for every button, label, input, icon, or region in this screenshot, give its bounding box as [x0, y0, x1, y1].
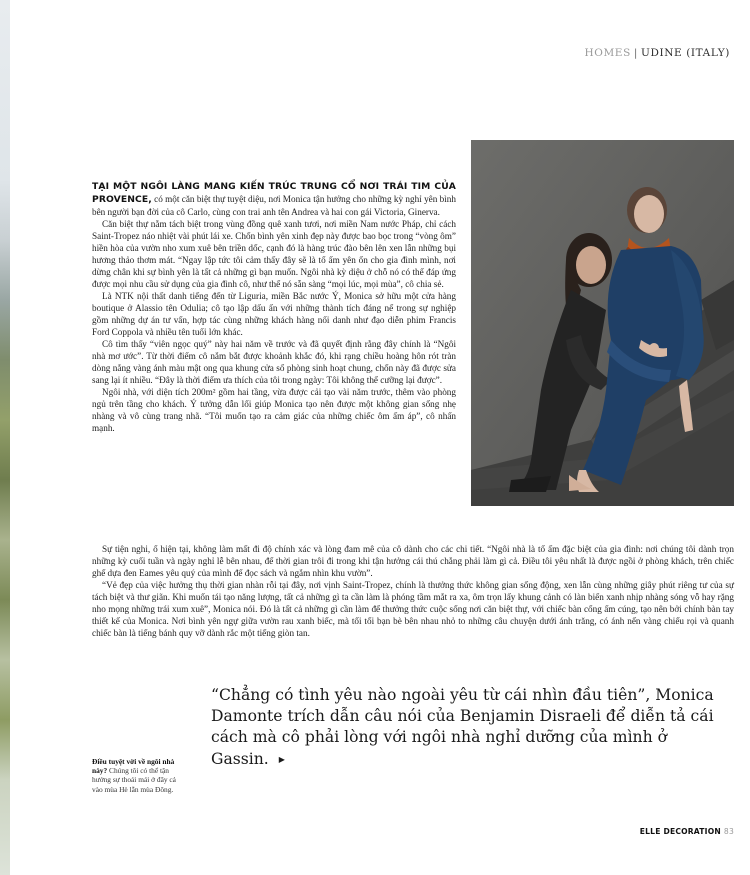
- article-paragraph-1: [92, 180, 456, 218]
- magazine-name: ELLE DECORATION: [639, 827, 721, 836]
- sidebar-note: [92, 757, 176, 794]
- head-separator: |: [633, 47, 638, 59]
- edge-landscape-photo: [0, 0, 10, 875]
- article-column: [92, 180, 456, 434]
- portrait-photo: [471, 140, 734, 506]
- article-paragraph-3: Là NTK nội thất danh tiếng đến từ Liguria, miền Bắc nước Ý, Monica sở hữu một cửa hàng boutique ở Alassio tên Odulia; cô tạo lập dấu ấn với những thành tích đáng nể trong sự nghiệp gồm những dự án tư vấn, hợp tác cùng những khách hàng nổi danh như đạo diễn phim Francis Ford Coppola và nhiều tên tuổi lớn khác.: [92, 291, 456, 337]
- paragraph-1-text: có một căn biệt thự tuyệt diệu, nơi Monica tận hưởng cho những kỳ nghỉ yên bình bên người bạn đời của cô Carlo, cùng con trai anh tên Andrea và hai con gái Victoria, Ginerva.: [92, 194, 456, 217]
- lead-in: TẠI MỘT NGÔI LÀNG MANG KIẾN TRÚC TRUNG CỔ NƠI TRÁI TIM CỦA PROVENCE,: [92, 181, 456, 205]
- pull-quote-text: “Chẳng có tình yêu nào ngoài yêu từ cái nhìn đầu tiên”, Monica Damonte trích dẫn câu nói của Benjamin Disraeli để diễn tả cái cách mà cô phải lòng với ngôi nhà nghỉ dưỡng của mình ở Gassin.: [211, 686, 714, 768]
- section-label: HOMES: [584, 47, 631, 59]
- article-paragraph-2: Căn biệt thự nằm tách biệt trong vùng đồng quê xanh tươi, nơi miền Nam nước Pháp, chỉ cách Saint-Tropez náo nhiệt vài phút lái xe. Chốn bình yên xinh đẹp này được bao bọc trong “vòng ôm” hiền hòa của vườn nho xum xuê bên triền dốc, cạnh đó là hàng trúc đào bên lên xen lẫn những bụi hương thảo thơm mát. “Ngay lập tức tôi cảm thấy đây sẽ là tổ ấm yên ổn cho gia đình mình, nơi dừng chân khi sự bình yên là tất cả những gì bạn muốn. Ngôi nhà kỳ diệu ở chỗ nó có thể đáp ứng được mọi nhu cầu sử dụng của gia đình cô, như thể nó sẵn sàng “mọi lúc, mọi mùa”, cô chia sẻ.: [92, 219, 456, 289]
- sidebar-answer: Chúng tôi có thể tận hưởng sự thoải mái ở đây cả vào mùa Hè lẫn mùa Đông.: [92, 766, 176, 794]
- portrait-illustration: [471, 140, 734, 506]
- article-paragraph-4: Cô tìm thấy “viên ngọc quý” này hai năm về trước và đã quyết định rằng đây chính là “Ngôi nhà mơ ước”. Từ thời điểm cô nắm bắt được khoảnh khắc đó, khi rạng chiều hoàng hôn rót tràn dòng nắng vàng ánh màu mật ong qua khung cửa sổ phòng sinh hoạt chung, chốn này đã được sửa sang lại ít nhiều. “Đây là thời điểm ưa thích của tôi trong ngày: Tôi không thể cưỡng lại được”.: [92, 339, 456, 385]
- page-number: 83: [723, 827, 734, 836]
- continue-arrow-icon: ▶: [278, 754, 285, 764]
- page-footer: [640, 827, 734, 836]
- article-paragraph-7: “Vẻ đẹp của việc hưởng thụ thời gian nhàn rỗi tại đây, nơi vịnh Saint-Tropez, chính là thưởng thức không gian sống động, xen lẫn cùng những giây phút riêng tư của sự tách biệt và thư giãn. Khi muốn tái tạo năng lượng, tất cả những gì ta cần làm là phóng tầm mắt ra xa, ôm trọn lấy khung cảnh có làn biển xanh nhịp nhàng sóng vỗ hay rặng nho mọng những trái xum xuê”, Monica nói. Đó là tất cả những gì cần làm để thưởng thức cuộc sống nơi căn biệt thự, với chiếc bàn cổng ấm cúng, tạo nên bởi chính bàn tay thiết kế của Monica. Nơi bình yên ngự giữa vườn rau xanh biếc, mà tối tối bạn bè bên nhau nhỏ to những câu chuyện dưới ánh trăng, có ánh nến vàng chiếu rọi và quanh chiếc bàn là tiếng bánh quy vỡ dành rắc một tiếng giòn tan.: [92, 580, 734, 638]
- article-paragraph-5: Ngôi nhà, với diện tích 200m² gồm hai tầng, vừa được cải tạo vài năm trước, thêm vào phòng ngủ trên tầng cho khách. Ý tưởng dẫn lối giúp Monica tạo nên được một không gian sống nhẹ nhàng và vô cùng trang nhã. “Tôi muốn tạo ra cảm giác của những chiếc ôm ấm áp”, cô nhấn mạnh.: [92, 387, 456, 433]
- running-head: [584, 47, 730, 59]
- article-paragraph-6: Sự tiện nghi, ổ hiện tại, không làm mất đi độ chính xác và lòng đam mê của cô dành cho các chi tiết. “Ngôi nhà là tổ ấm đặc biệt của gia đình: nơi chúng tôi dành trọn những kỳ cuối tuần và ngày nghỉ lễ bên nhau, để thời gian trôi đi trong khi tận hưởng cái thú chẳng phải làm gì cả. Điều tôi yêu nhất là được ngồi ở phòng khách, trên chiếc ghế dựa đen Eames yêu quý của mình để đọc sách và ngắm nhìn khu vườn”.: [92, 544, 734, 578]
- sidebar-question: Điều tuyệt vời về ngôi nhà này?: [92, 757, 175, 776]
- location-label: UDINE (ITALY): [641, 47, 730, 59]
- article-wide-column: [92, 543, 734, 639]
- pull-quote: [211, 685, 731, 770]
